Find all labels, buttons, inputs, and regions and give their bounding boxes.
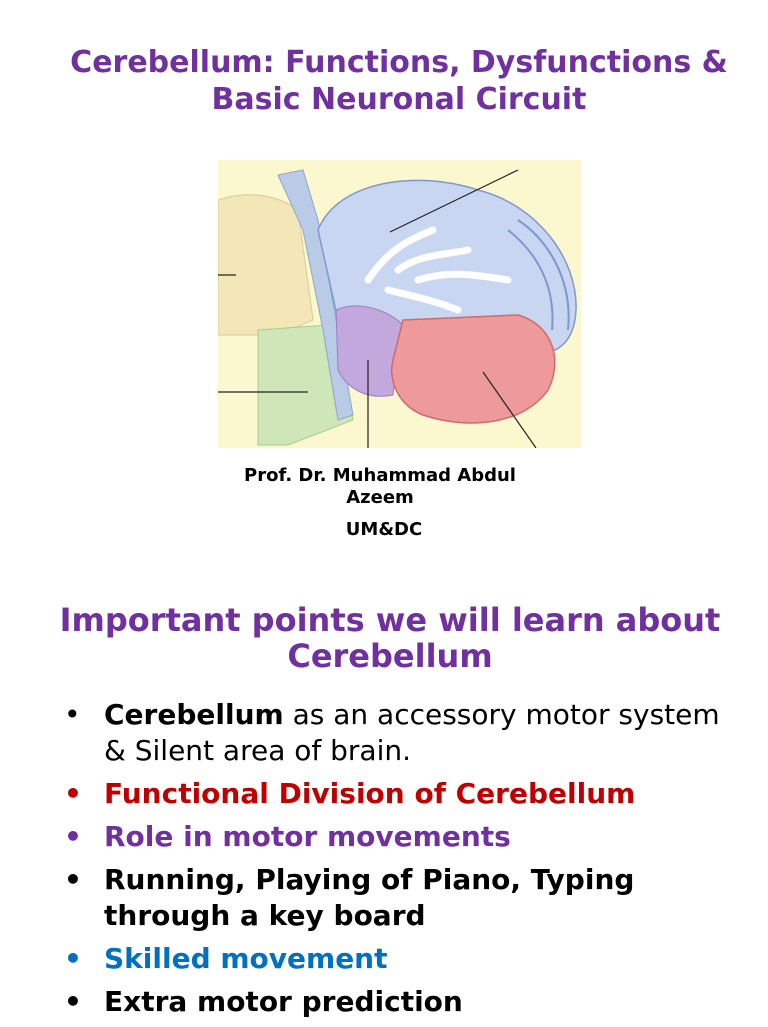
- slide-title: Cerebellum: Functions, Dysfunctions & Basic Neuronal Circuit: [70, 45, 728, 117]
- cerebellum-illustration: [218, 160, 581, 448]
- bullet-item: [60, 819, 740, 855]
- bullet-text: Extra motor prediction: [104, 985, 463, 1018]
- affiliation: UM&DC: [345, 519, 423, 540]
- bullet-text: Functional Division of Cerebellum: [104, 777, 636, 810]
- bullet-dot: •: [64, 820, 82, 853]
- bullet-text: as an accessory motor system & Silent area of brain.: [104, 698, 720, 767]
- bullet-text: Skilled movement: [104, 942, 388, 975]
- bullet-dot: •: [64, 863, 82, 896]
- bullet-dot: •: [64, 942, 82, 975]
- bullet-item: [60, 697, 740, 769]
- bullet-item: [60, 984, 740, 1020]
- bullet-item: [60, 941, 740, 977]
- bullet-item: [60, 862, 740, 934]
- bullet-dot: •: [64, 985, 82, 1018]
- bullet-dot: •: [64, 698, 81, 731]
- bullet-text: Role in motor movements: [104, 820, 511, 853]
- section-title: Important points we will learn about Cerebellum: [59, 601, 721, 675]
- bullet-item: [60, 776, 740, 812]
- bullet-bold-text: Cerebellum: [104, 698, 284, 731]
- author-name: Prof. Dr. Muhammad Abdul Azeem: [244, 465, 516, 508]
- bullet-list: [60, 697, 740, 1027]
- bullet-text: Running, Playing of Piano, Typing through a key board: [104, 863, 635, 932]
- bullet-dot: •: [64, 777, 82, 810]
